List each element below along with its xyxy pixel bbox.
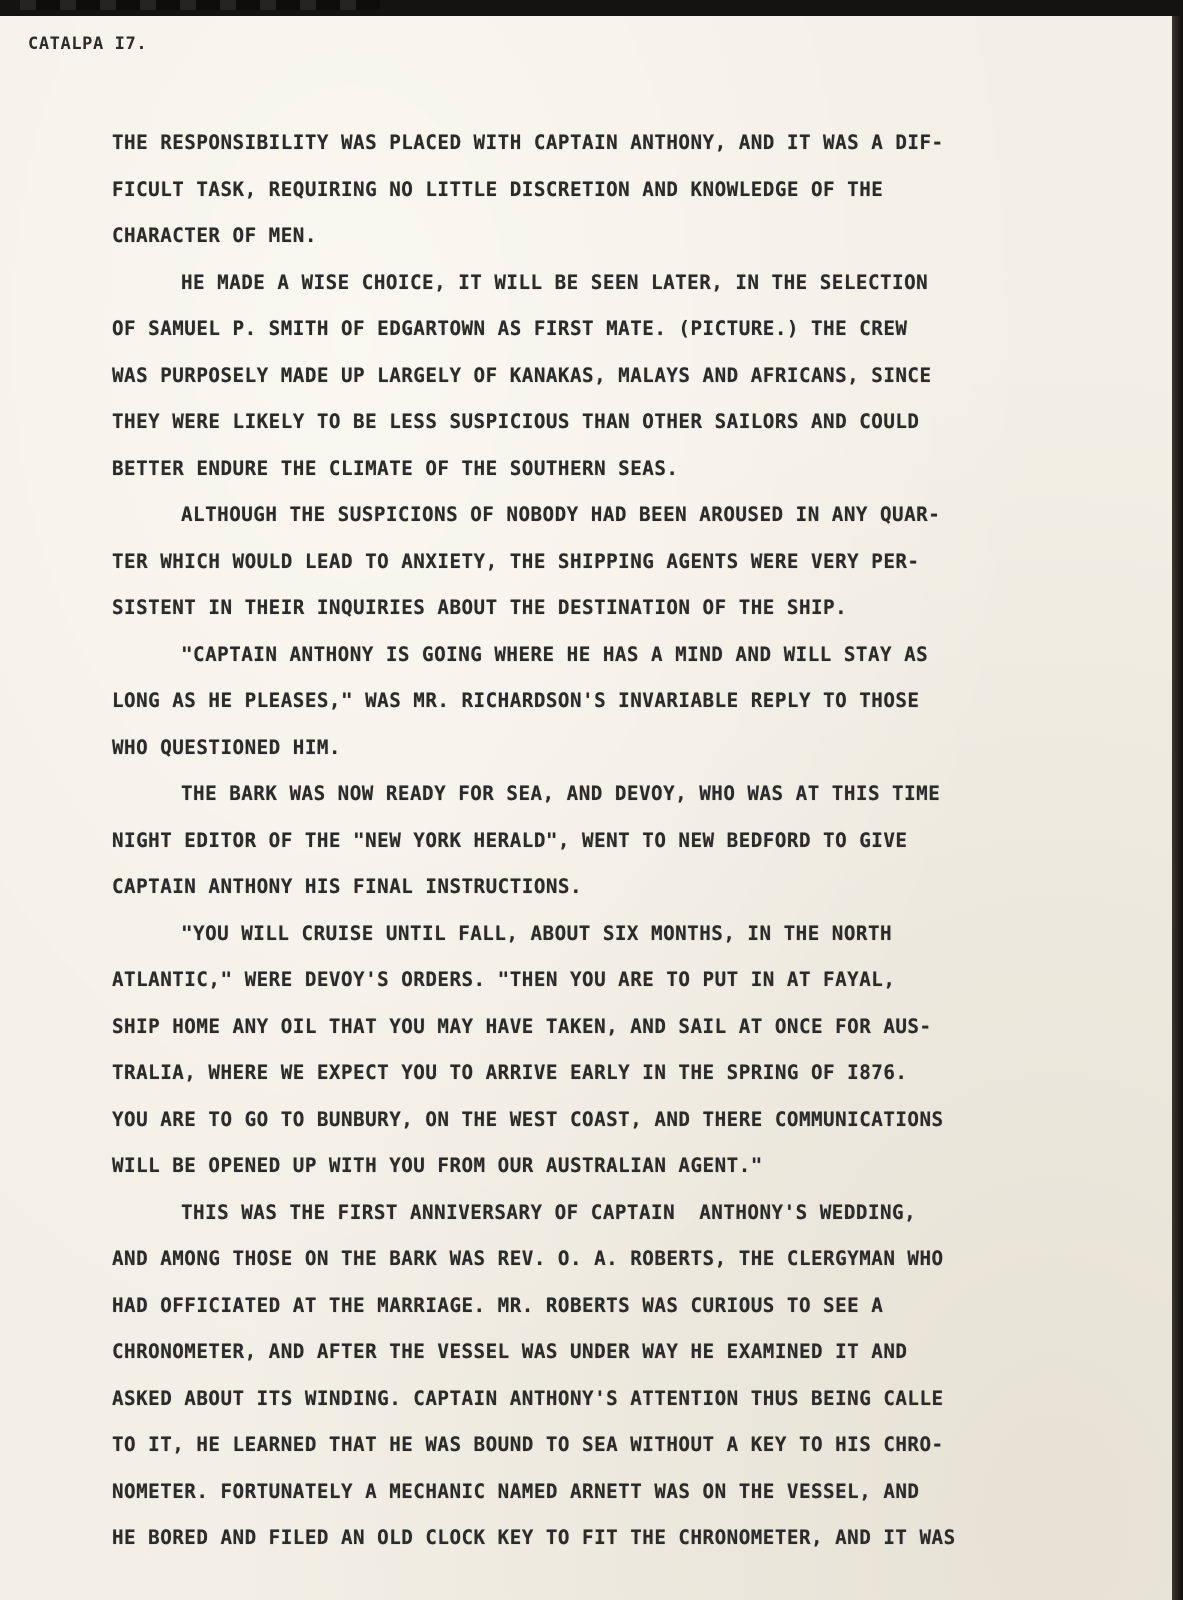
text-line: HAD OFFICIATED AT THE MARRIAGE. MR. ROBERTS WAS CURIOUS TO SEE A (112, 1293, 884, 1317)
text-line: CAPTAIN ANTHONY HIS FINAL INSTRUCTIONS. (112, 875, 583, 898)
text-line: THE RESPONSIBILITY WAS PLACED WITH CAPTAIN ANTHONY, AND IT WAS A DIF- (112, 131, 944, 154)
text-line: THE BARK WAS NOW READY FOR SEA, AND DEVOY, WHO WAS AT THIS TIME (181, 782, 941, 805)
text-line: NOMETER. FORTUNATELY A MECHANIC NAMED ARNETT WAS ON THE VESSEL, AND (112, 1479, 920, 1503)
text-line: AND AMONG THOSE ON THE BARK WAS REV. O. A. ROBERTS, THE CLERGYMAN WHO (112, 1247, 944, 1270)
scan-top-border (0, 0, 1183, 16)
text-line: HE BORED AND FILED AN OLD CLOCK KEY TO FIT THE CHRONOMETER, AND IT WAS (112, 1526, 956, 1549)
text-line: TRALIA, WHERE WE EXPECT YOU TO ARRIVE EARLY IN THE SPRING OF I876. (112, 1061, 908, 1084)
text-line: SISTENT IN THEIR INQUIRIES ABOUT THE DESTINATION OF THE SHIP. (112, 596, 848, 619)
text-line: HE MADE A WISE CHOICE, IT WILL BE SEEN LATER, IN THE SELECTION (181, 270, 929, 294)
text-line: ASKED ABOUT ITS WINDING. CAPTAIN ANTHONY'S ATTENTION THUS BEING CALLE (112, 1386, 944, 1410)
text-line: ALTHOUGH THE SUSPICIONS OF NOBODY HAD BEEN AROUSED IN ANY QUAR- (181, 503, 941, 526)
text-line: CHARACTER OF MEN. (112, 224, 317, 247)
binder-holes (20, 0, 380, 10)
text-line: TO IT, HE LEARNED THAT HE WAS BOUND TO SEA WITHOUT A KEY TO HIS CHRO- (112, 1433, 944, 1456)
text-line: WILL BE OPENED UP WITH YOU FROM OUR AUSTRALIAN AGENT." (112, 1154, 763, 1177)
scan-right-border (1172, 16, 1183, 1600)
text-line: NIGHT EDITOR OF THE "NEW YORK HERALD", WENT TO NEW BEDFORD TO GIVE (112, 828, 908, 852)
text-line: BETTER ENDURE THE CLIMATE OF THE SOUTHERN SEAS. (112, 456, 679, 480)
text-line: FICULT TASK, REQUIRING NO LITTLE DISCRETION AND KNOWLEDGE OF THE (112, 177, 884, 201)
typewritten-sheet (0, 16, 1172, 1600)
text-line: "CAPTAIN ANTHONY IS GOING WHERE HE HAS A MIND AND WILL STAY AS (181, 642, 929, 666)
body-text (112, 127, 1087, 1569)
text-line: OF SAMUEL P. SMITH OF EDGARTOWN AS FIRST MATE. (PICTURE.) THE CREW (112, 317, 908, 340)
page-header: CATALPA I7. (28, 34, 148, 54)
text-line: "YOU WILL CRUISE UNTIL FALL, ABOUT SIX MONTHS, IN THE NORTH (181, 921, 893, 945)
text-line: LONG AS HE PLEASES," WAS MR. RICHARDSON'S INVARIABLE REPLY TO THOSE (112, 689, 920, 712)
text-line: THEY WERE LIKELY TO BE LESS SUSPICIOUS THAN OTHER SAILORS AND COULD (112, 410, 920, 433)
text-line: ATLANTIC," WERE DEVOY'S ORDERS. "THEN YOU ARE TO PUT IN AT FAYAL, (112, 968, 896, 991)
text-line: TER WHICH WOULD LEAD TO ANXIETY, THE SHIPPING AGENTS WERE VERY PER- (112, 549, 920, 573)
text-line: YOU ARE TO GO TO BUNBURY, ON THE WEST COAST, AND THERE COMMUNICATIONS (112, 1107, 944, 1131)
text-line: THIS WAS THE FIRST ANNIVERSARY OF CAPTAIN ANTHONY'S WEDDING, (181, 1200, 917, 1224)
text-line: SHIP HOME ANY OIL THAT YOU MAY HAVE TAKEN, AND SAIL AT ONCE FOR AUS- (112, 1014, 932, 1038)
text-line: WAS PURPOSELY MADE UP LARGELY OF KANAKAS, MALAYS AND AFRICANS, SINCE (112, 363, 932, 387)
text-line: WHO QUESTIONED HIM. (112, 735, 341, 759)
text-line: CHRONOMETER, AND AFTER THE VESSEL WAS UNDER WAY HE EXAMINED IT AND (112, 1340, 908, 1363)
